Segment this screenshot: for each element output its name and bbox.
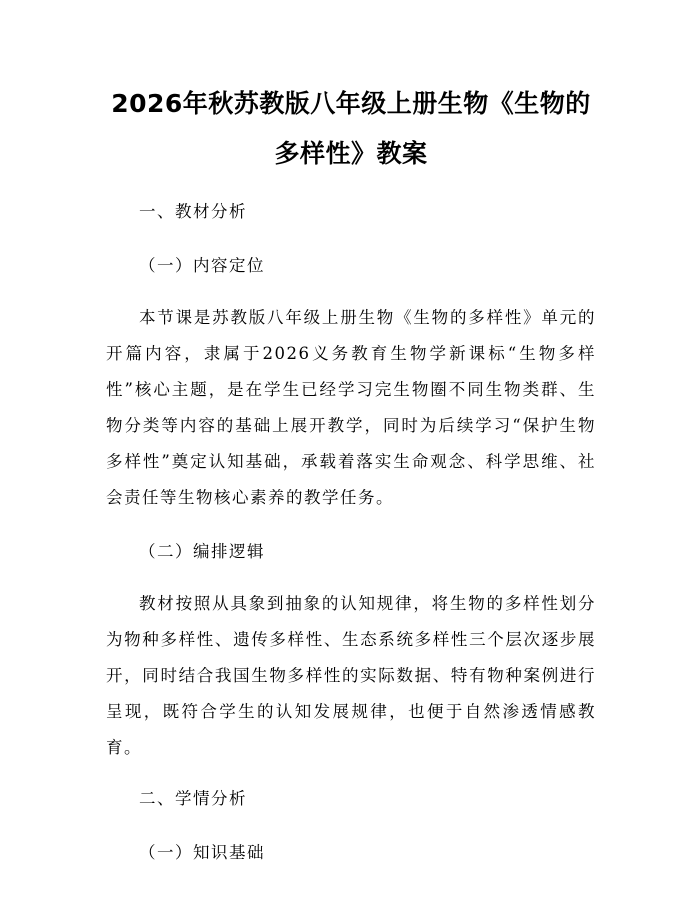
document-title: 2026年秋苏教版八年级上册生物《生物的多样性》教案 bbox=[111, 89, 591, 168]
subsection-heading-knowledge-foundation: （一）知识基础 bbox=[139, 843, 265, 862]
section-heading-learner-analysis: 二、学情分析 bbox=[139, 789, 247, 808]
paragraph-content-positioning: 本节课是苏教版八年级上册生物《生物的多样性》单元的开篇内容，隶属于2026义务教育生物学新课标“生物多样性”核心主题，是在学生已经学习完生物圈不同生物类群、生物分类等内容的基础上展开教学，同时为后续学习“保护生物多样性”奠定认知基础，承载着落实生命观念、科学思维、社会责任等生物核心素养的教学任务。 bbox=[106, 308, 596, 507]
subsection-heading-layout-logic: （二）编排逻辑 bbox=[139, 542, 265, 561]
paragraph-layout-logic: 教材按照从具象到抽象的认知规律，将生物的多样性划分为物种多样性、遗传多样性、生态系统多样性三个层次逐步展开，同时结合我国生物多样性的实际数据、特有物种案例进行呈现，既符合学生的认知发展规律，也便于自然渗透情感教育。 bbox=[106, 594, 596, 757]
section-heading-teaching-material-analysis: 一、教材分析 bbox=[139, 202, 247, 221]
subsection-heading-content-positioning: （一）内容定位 bbox=[139, 256, 265, 275]
